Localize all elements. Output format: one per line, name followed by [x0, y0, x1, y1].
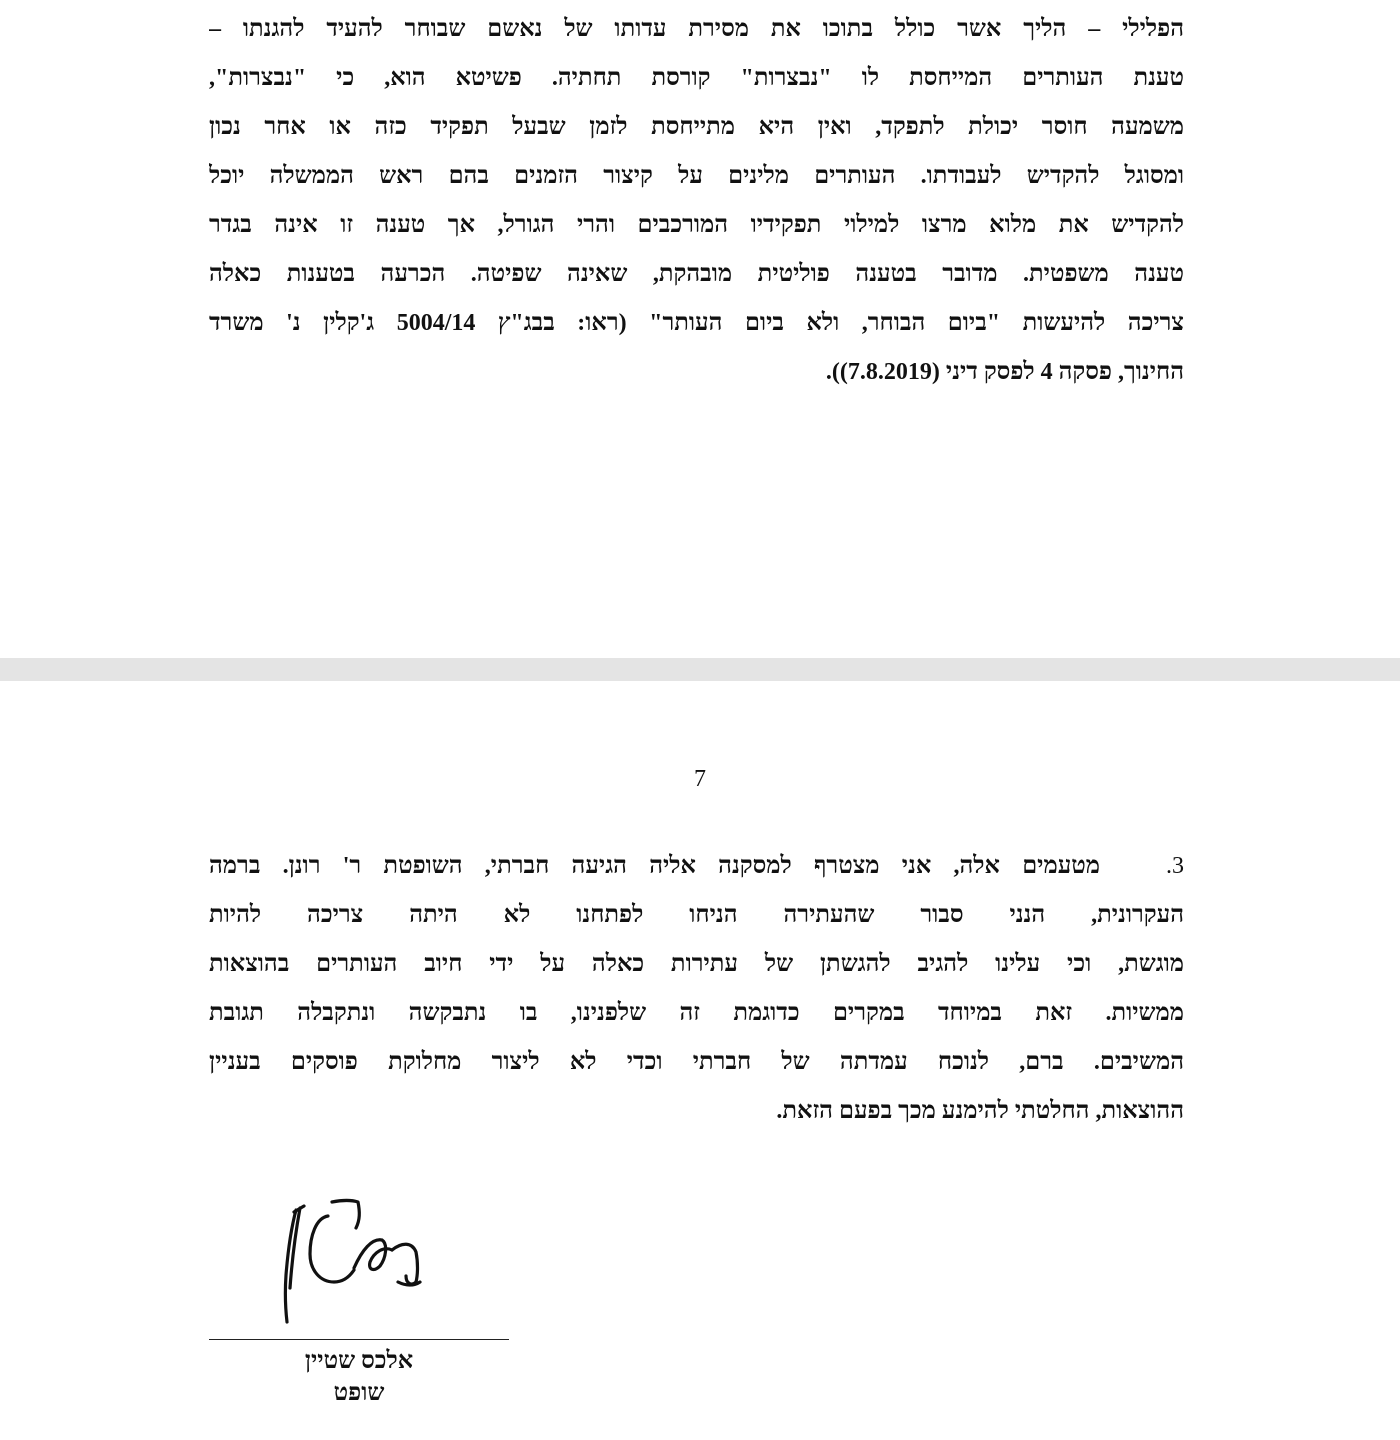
signer-title: שופט — [333, 1380, 385, 1406]
handwritten-signature — [270, 1190, 440, 1330]
page-number: 7 — [694, 766, 706, 792]
text-line: ממשיות. זאת במיוחד במקרים כדוגמת זה שלפנינו, בו נתבקשה ונתקבלה תגובת — [209, 1000, 1184, 1026]
document-page-previous — [0, 0, 1400, 658]
paragraph-number: 3. — [1166, 853, 1184, 879]
text-line: טענה משפטית. מדובר בטענה פוליטית מובהקת, שאינה שפיטה. הכרעה בטענות כאלה — [209, 261, 1184, 287]
paragraph-first-line-text: מטעמים אלה, אני מצטרף למסקנה אליה הגיעה חברתי, השופטת ר' רונן. ברמה — [209, 853, 1100, 879]
text-line: ומסוגל להקדיש לעבודתו. העותרים מלינים על קיצור הזמנים בהם ראש הממשלה יוכל — [209, 163, 1184, 189]
text-line: הפלילי – הליך אשר כולל בתוכו את מסירת עדותו של נאשם שבוחר להעיד להגנתו – — [209, 16, 1184, 42]
text-line-first — [209, 849, 1184, 898]
text-line: העקרונית, הנני סבור שהעתירה הניחו לפתחנו לא היתה צריכה להיות — [209, 902, 1184, 928]
text-line: צריכה להיעשות "ביום הבוחר, ולא ביום העותר" (ראו: בבג"ץ 5004/14 ג'קלין נ' משרד — [209, 310, 1184, 336]
text-line: החינוך, פסקה 4 לפסק דיני (7.8.2019)). — [825, 359, 1184, 385]
signer-name: אלכס שטיין — [304, 1348, 414, 1374]
signature-line — [209, 1339, 509, 1340]
paragraph-continuation — [209, 12, 1184, 404]
text-line: המשיבים. ברם, לנוכח עמדתה של חברתי וכדי לא ליצור מחלוקת פוסקים בעניין — [209, 1049, 1184, 1075]
paragraph-3 — [209, 849, 1184, 1143]
text-line: מוגשת, וכי עלינו להגיב להגשתן של עתירות כאלה על ידי חיוב העותרים בהוצאות — [209, 951, 1184, 977]
text-line: משמעה חוסר יכולת לתפקד, ואין היא מתייחסת לזמן שבעל תפקיד כזה או אחר נכון — [209, 114, 1184, 140]
text-line: טענת העותרים המייחסת לו "נבצרות" קורסת תחתיה. פשיטא הוא, כי "נבצרות", — [209, 65, 1184, 91]
text-line: להקדיש את מלוא מרצו למילוי תפקידיו המורכבים והרי הגורל, אך טענה זו אינה בגדר — [209, 212, 1184, 238]
text-line: ההוצאות, החלטתי להימנע מכך בפעם הזאת. — [776, 1098, 1184, 1124]
